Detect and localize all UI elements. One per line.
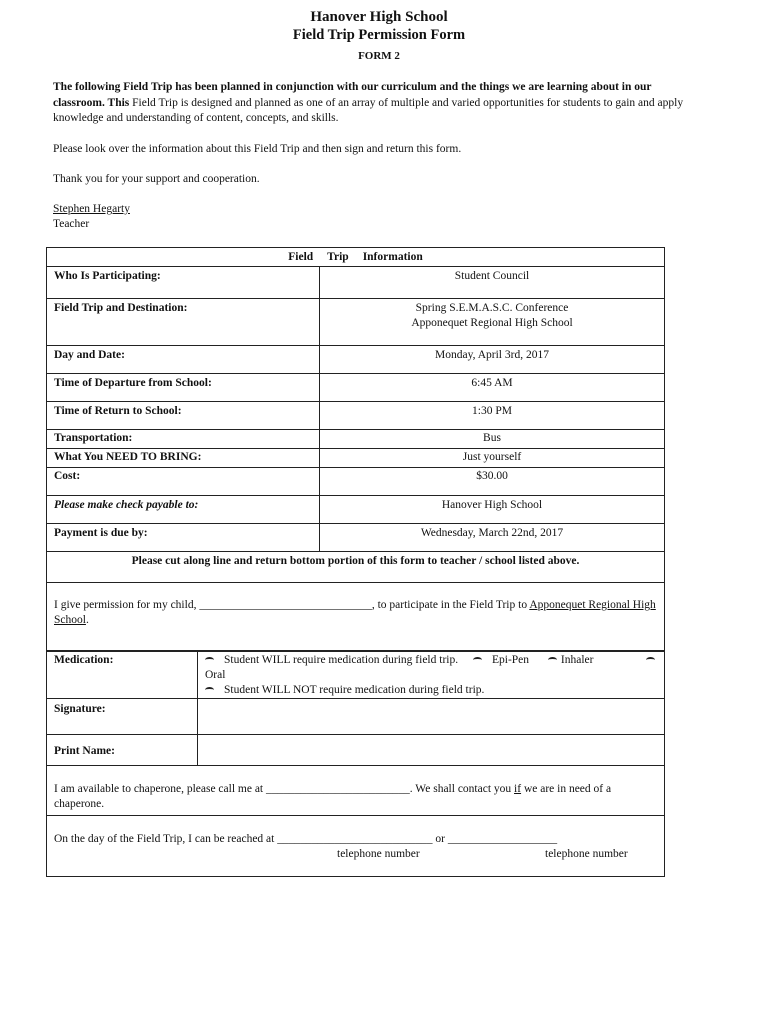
table-row: What You NEED TO BRING: Just yourself [47, 449, 665, 468]
signature-field[interactable] [198, 699, 665, 735]
school-name: Hanover High School [310, 9, 448, 25]
permission-statement: I give permission for my child, ______________________________, to participate in the Field Trip to Apponequet Regional High School. [47, 583, 665, 652]
medication-options [198, 651, 665, 699]
table-row: Payment is due by: Wednesday, March 22nd, 2017 [47, 524, 665, 552]
signer-block [53, 202, 705, 232]
table-row: Field Trip and Destination: Spring S.E.M.A.S.C. Conference Apponequet Regional High School [47, 299, 665, 346]
inhaler-checkbox[interactable] [548, 657, 557, 663]
signer-name: Stephen Hegarty [53, 203, 130, 215]
will-not-require-checkbox[interactable] [205, 687, 214, 693]
table-row: Time of Departure from School: 6:45 AM [47, 374, 665, 402]
intro-paragraph [53, 80, 705, 127]
form-number: FORM 2 [358, 50, 400, 62]
table-row: Day and Date: Monday, April 3rd, 2017 [47, 346, 665, 374]
intro-bold: The following Field Trip has been planned in conjunction with our curriculum and the things we are learning about in our classroom. This [53, 81, 652, 109]
signature-label: Signature: [47, 699, 198, 735]
table-row: Time of Return to School: 1:30 PM [47, 402, 665, 430]
table-row: Transportation: Bus [47, 430, 665, 449]
contact-phone-blank-2[interactable]: ___________________ [447, 833, 558, 845]
field-trip-info-table [46, 247, 665, 652]
table-row: Cost: $30.00 [47, 468, 665, 496]
contact-phone-blank-1[interactable]: ___________________________ [277, 833, 433, 845]
cut-line-notice: Please cut along line and return bottom portion of this form to teacher / school listed above. [47, 552, 665, 583]
table-row: Please make check payable to: Hanover High School [47, 496, 665, 524]
telephone-caption-1: telephone number [337, 848, 420, 860]
will-require-checkbox[interactable] [205, 657, 214, 663]
medication-label: Medication: [47, 651, 198, 699]
child-name-blank[interactable]: ______________________________ [199, 599, 372, 611]
form-header [0, 8, 758, 62]
oral-text: Oral [205, 669, 226, 681]
contact-statement: On the day of the Field Trip, I can be reached at ___________________________ or ___________________ telephone number telephone number [47, 816, 665, 877]
inhaler-text: Inhaler [560, 654, 594, 666]
oral-checkbox[interactable] [646, 657, 655, 663]
epi-pen-text: Epi-Pen [491, 654, 530, 666]
table-row: Who Is Participating: Student Council [47, 267, 665, 299]
instructions: Please look over the information about this Field Trip and then sign and return this form. [53, 143, 462, 155]
signer-title: Teacher [53, 218, 90, 230]
telephone-caption-2: telephone number [545, 848, 628, 860]
thanks: Thank you for your support and cooperation. [53, 173, 260, 185]
chaperone-phone-blank[interactable]: _________________________ [266, 783, 410, 795]
form-title: Field Trip Permission Form [292, 27, 466, 43]
epi-pen-checkbox[interactable] [473, 657, 482, 663]
return-slip-table [46, 650, 665, 877]
print-name-label: Print Name: [47, 735, 198, 766]
print-name-field[interactable] [198, 735, 665, 766]
info-table-heading: Field Trip Information [47, 248, 665, 267]
will-not-require-text: Student WILL NOT require medication during field trip. [224, 684, 485, 696]
chaperone-statement: I am available to chaperone, please call me at _________________________. We shall contact you if we are in need of a chaperone. [47, 766, 665, 816]
will-require-text: Student WILL require medication during field trip. [224, 654, 459, 666]
intro-rest: Field Trip is designed and planned as one of an array of multiple and varied opportunities for students to gain and apply knowledge and understanding of content, concepts, and skills. [53, 96, 684, 124]
